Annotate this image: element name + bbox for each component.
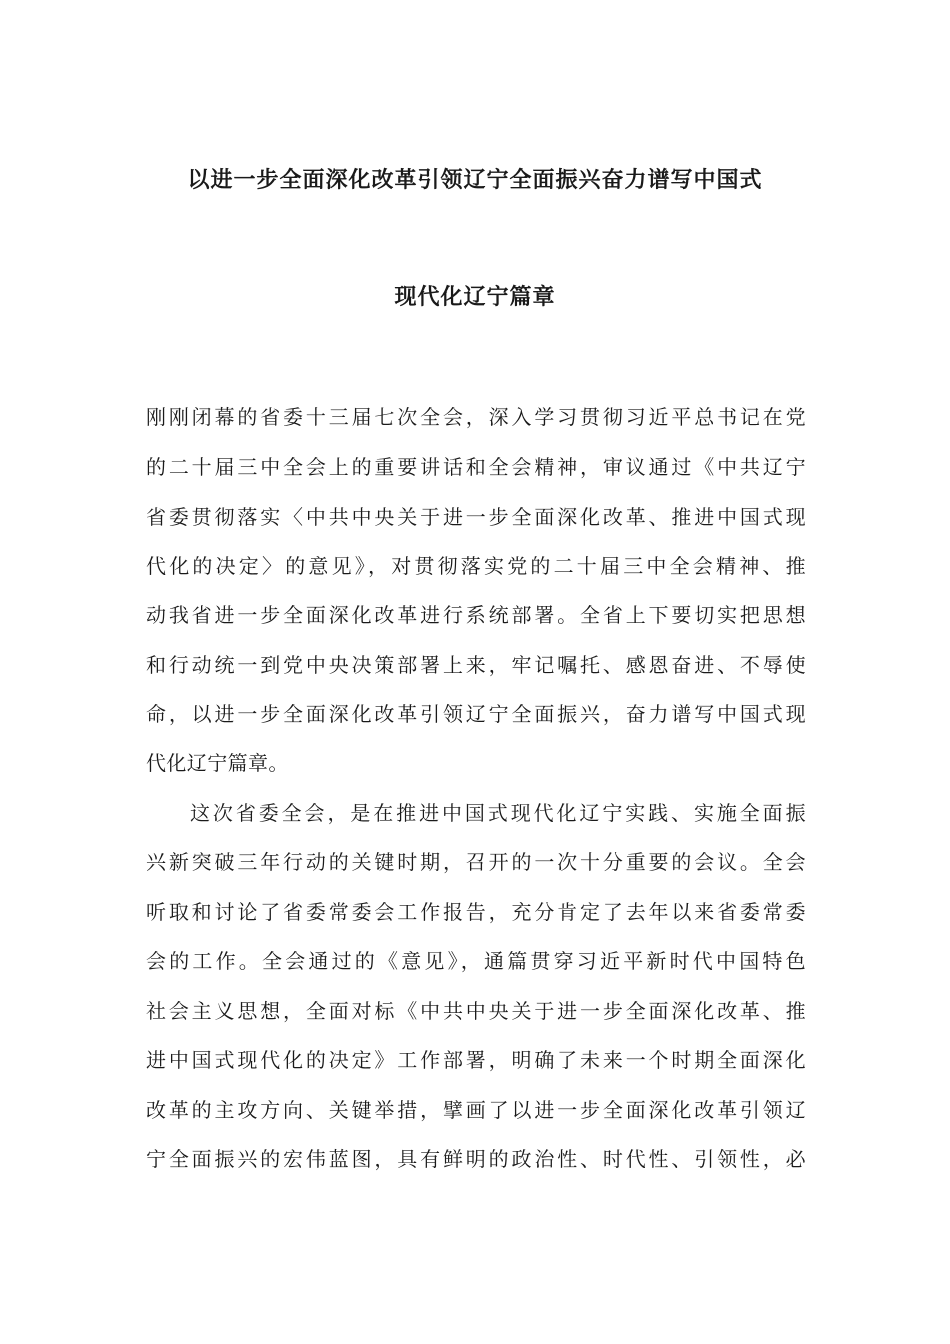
paragraph-line: 代化辽宁篇章。 xyxy=(146,751,289,775)
document-title-line-1: 以进一步全面深化改革引领辽宁全面振兴奋力谱写中国式 xyxy=(187,167,763,193)
paragraph-line: 兴新突破三年行动的关键时期，召开的一次十分重要的会议。全会 xyxy=(146,850,806,874)
paragraph-line: 动我省进一步全面深化改革进行系统部署。全省上下要切实把思想 xyxy=(146,603,806,627)
paragraph-line: 和行动统一到党中央决策部署上来，牢记嘱托、感恩奋进、不辱使 xyxy=(146,653,806,677)
paragraph-line: 的二十届三中全会上的重要讲话和全会精神，审议通过《中共辽宁 xyxy=(146,455,806,479)
paragraph-line: 刚刚闭幕的省委十三届七次全会，深入学习贯彻习近平总书记在党 xyxy=(146,405,806,429)
paragraph-line: 代化的决定〉的意见》，对贯彻落实党的二十届三中全会精神、推 xyxy=(146,554,806,578)
paragraph-line: 会的工作。全会通过的《意见》，通篇贯穿习近平新时代中国特色 xyxy=(146,949,806,973)
paragraph-line: 宁全面振兴的宏伟蓝图，具有鲜明的政治性、时代性、引领性，必 xyxy=(146,1147,806,1171)
paragraph-line: 改革的主攻方向、关键举措，擘画了以进一步全面深化改革引领辽 xyxy=(146,1098,806,1122)
document-title-line-2: 现代化辽宁篇章 xyxy=(394,284,556,310)
paragraph-line: 进中国式现代化的决定》工作部署，明确了未来一个时期全面深化 xyxy=(146,1048,806,1072)
paragraph-line: 听取和讨论了省委常委会工作报告，充分肯定了去年以来省委常委 xyxy=(146,900,806,924)
paragraph-line: 社会主义思想，全面对标《中共中央关于进一步全面深化改革、推 xyxy=(146,999,806,1023)
paragraph-line: 命，以进一步全面深化改革引领辽宁全面振兴，奋力谱写中国式现 xyxy=(146,702,806,726)
paragraph-line: 省委贯彻落实〈中共中央关于进一步全面深化改革、推进中国式现 xyxy=(146,505,806,529)
paragraph-line: 这次省委全会，是在推进中国式现代化辽宁实践、实施全面振 xyxy=(190,801,806,825)
